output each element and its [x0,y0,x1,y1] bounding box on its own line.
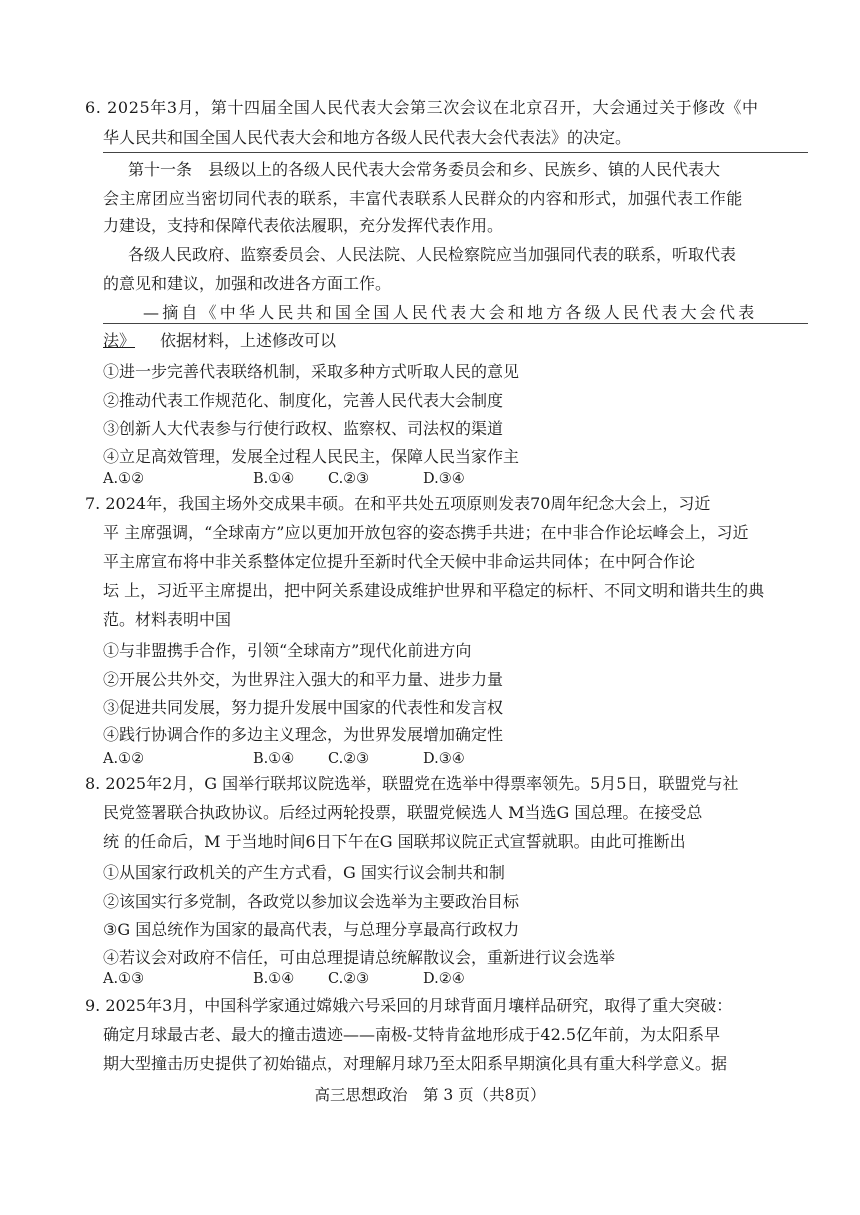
q6-option-d[interactable]: D.③④ [423,471,465,487]
q7-line-4: 坛 上，习近平主席提出，把中阿关系建设成维护世界和平稳定的标杆、不同文明和谐共生的典 [103,581,765,600]
q6-line-2: 华人民共和国全国人民代表大会和地方各级人民代表大会代表法》的决定。 [103,128,632,147]
q7-line-3: 平主席宣布将中非关系整体定位提升至新时代全天候中非命运共同体；在中阿合作论 [103,552,696,571]
q8-item-3: ③G 国总统作为国家的最高代表，与总理分享最高行政权力 [103,920,520,939]
q8-option-b[interactable]: B.①④ [253,971,295,987]
q8-item-4: ④若议会对政府不信任，可由总理提请总统解散议会，重新进行议会选举 [103,948,616,967]
q6-item-1: ①进一步完善代表联络机制，采取多种方式听取人民的意见 [103,362,520,381]
q9-line-3: 期大型撞击历史提供了初始锚点，对理解月球乃至太阳系早期演化具有重大科学意义。据 [103,1054,728,1073]
q7-line-1: 7. 2024年，我国主场外交成果丰硕。在和平共处五项原则发表70周年纪念大会上，习近 [85,494,711,513]
q7-item-1: ①与非盟携手合作，引领“全球南方”现代化前进方向 [103,641,472,660]
q6-line-1: 6. 2025年3月，第十四届全国人民代表大会第三次会议在北京召开，大会通过关于修改《中 [85,98,759,117]
q6-source-line-2: 法》 [103,331,136,350]
q8-option-d[interactable]: D.②④ [423,971,465,987]
material-top-rule [103,152,808,153]
q6-stem: 依据材料，上述修改可以 [160,331,337,350]
q9-line-1: 9. 2025年3月，中国科学家通过嫦娥六号采回的月球背面月壤样品研究，取得了重大突破： [85,996,733,1015]
q6-material-line-4: 各级人民政府、监察委员会、人民法院、人民检察院应当加强同代表的联系，听取代表 [128,245,737,264]
q6-item-3: ③创新人大代表参与行使行政权、监察权、司法权的渠道 [103,419,504,438]
q7-line-5: 范。材料表明中国 [103,610,232,629]
q7-option-c[interactable]: C.②③ [328,751,370,767]
q7-option-b[interactable]: B.①④ [253,751,295,767]
q8-line-3: 统 的任命后，M 于当地时间6日下午在G 国联邦议院正式宣誓就职。由此可推断出 [103,832,686,851]
q6-option-a[interactable]: A.①② [103,471,145,487]
q8-option-a[interactable]: A.①③ [103,971,145,987]
q8-line-2: 民党签署联合执政协议。后经过两轮投票，联盟党候选人 M当选G 国总理。在接受总 [103,803,703,822]
q7-item-3: ③促进共同发展，努力提升发展中国家的代表性和发言权 [103,698,504,717]
page-footer: 高三思想政治 第 3 页（共8页） [314,1086,546,1104]
q6-material-line-3: 力建设，支持和保障代表依法履职，充分发挥代表作用。 [103,216,504,235]
q7-item-4: ④践行协调合作的多边主义理念，为世界发展增加确定性 [103,725,504,744]
q7-item-2: ②开展公共外交，为世界注入强大的和平力量、进步力量 [103,670,504,689]
q6-material-line-1: 第十一条 县级以上的各级人民代表大会常务委员会和乡、民族乡、镇的人民代表大 [128,160,721,179]
q8-item-2: ②该国实行多党制，各政党以参加议会选举为主要政治目标 [103,892,520,911]
q9-line-2: 确定月球最古老、最大的撞击遗迹——南极-艾特肯盆地形成于42.5亿年前，为太阳系早 [103,1025,721,1044]
q8-option-c[interactable]: C.②③ [328,971,370,987]
q7-option-a[interactable]: A.①② [103,751,145,767]
q6-option-b[interactable]: B.①④ [253,471,295,487]
q6-material-line-2: 会主席团应当密切同代表的联系，丰富代表联系人民群众的内容和形式，加强代表工作能 [103,189,743,208]
q7-line-2: 平 主席强调，“全球南方”应以更加开放包容的姿态携手共进；在中非合作论坛峰会上，习近 [103,523,749,542]
material-source-rule [103,323,808,324]
q8-line-1: 8. 2025年2月，G 国举行联邦议院选举，联盟党在选举中得票率领先。5月5日，联盟党与社 [85,774,739,793]
q6-item-4: ④立足高效管理，发展全过程人民民主，保障人民当家作主 [103,447,520,466]
q6-material-line-5: 的意见和建议，加强和改进各方面工作。 [103,274,392,293]
q8-item-1: ①从国家行政机关的产生方式看，G 国实行议会制共和制 [103,863,505,882]
q6-source-line-1: —摘自《中华人民共和国全国人民代表大会和地方各级人民代表大会代表 [143,303,758,322]
q7-option-d[interactable]: D.③④ [423,751,465,767]
q6-option-c[interactable]: C.②③ [328,471,370,487]
q6-item-2: ②推动代表工作规范化、制度化，完善人民代表大会制度 [103,391,504,410]
